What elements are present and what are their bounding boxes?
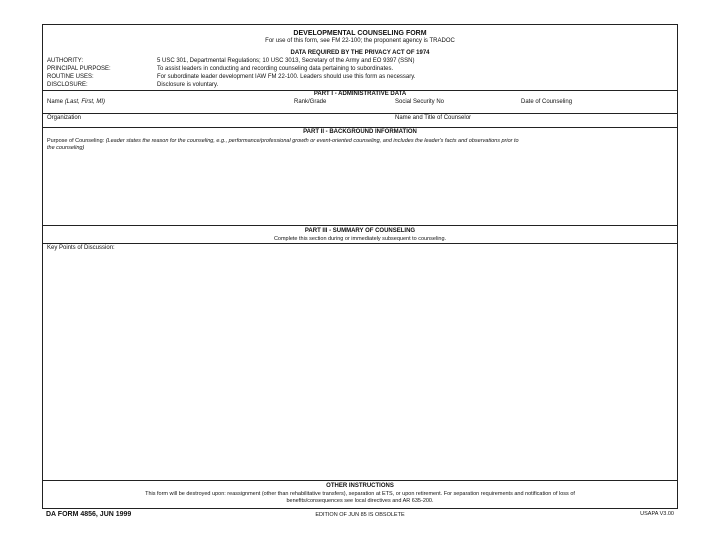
ssn-field[interactable]: Social Security No [395, 99, 445, 105]
divider [43, 225, 677, 226]
rank-grade-field[interactable]: Rank/Grade [294, 99, 327, 105]
authority-label: AUTHORITY: [47, 58, 84, 64]
counseling-form [42, 24, 678, 509]
part1-title: PART I - ADMINISTRATIVE DATA [313, 91, 407, 97]
principal-purpose-label: PRINCIPAL PURPOSE: [47, 66, 111, 72]
principal-purpose-text: To assist leaders in conducting and recording counseling data pertaining to subordinates. [157, 66, 394, 72]
other-instructions-line2: benefits/consequences see local directives and AR 635-200. [286, 498, 434, 504]
other-instructions-line1: This form will be destroyed upon: reassignment (other than rehabilitative transfers), separation at ETS, or upon retirement. For separation requirements and notification of loss of [145, 491, 575, 497]
name-label: Name [47, 99, 64, 105]
part3-title: PART III - SUMMARY OF COUNSELING [304, 228, 416, 234]
version-label: USAPA V3.00 [640, 511, 674, 517]
purpose-of-counseling-field[interactable] [47, 138, 519, 145]
organization-field[interactable]: Organization [47, 115, 82, 121]
disclosure-label: DISCLOSURE: [47, 82, 88, 88]
date-of-counseling-field[interactable]: Date of Counseling [521, 99, 573, 105]
key-points-field[interactable]: Key Points of Discussion: [47, 245, 115, 251]
divider [43, 113, 677, 114]
other-instructions-title: OTHER INSTRUCTIONS [326, 483, 394, 489]
purpose-label: Purpose of Counseling: [47, 138, 105, 144]
form-id: DA FORM 4856, JUN 1999 [46, 511, 132, 518]
name-field-label[interactable] [47, 99, 105, 106]
form-title: DEVELOPMENTAL COUNSELING FORM [293, 30, 427, 37]
routine-uses-label: ROUTINE USES: [47, 74, 94, 80]
divider [43, 243, 677, 244]
name-hint: (Last, First, MI) [64, 99, 106, 105]
purpose-hint: (Leader states the reason for the counseling, e.g., performance/professional growth or event-oriented counseling, and includes the leader's facts and observations prior to [105, 138, 519, 144]
part2-title: PART II - BACKGROUND INFORMATION [303, 129, 417, 135]
part3-instruction: Complete this section during or immediately subsequent to counseling. [273, 236, 447, 242]
edition-notice: EDITION OF JUN 85 IS OBSOLETE [315, 512, 405, 518]
disclosure-text: Disclosure is voluntary. [157, 82, 219, 88]
counselor-field[interactable]: Name and Title of Counselor [395, 115, 472, 121]
divider [43, 480, 677, 481]
privacy-act-title: DATA REQUIRED BY THE PRIVACY ACT OF 1974 [290, 50, 430, 56]
form-subtitle: For use of this form, see FM 22-100; the proponent agency is TRADOC [265, 38, 455, 44]
routine-uses-text: For subordinate leader development IAW FM 22-100. Leaders should use this form as necessary. [157, 74, 416, 80]
authority-text: 5 USC 301, Departmental Regulations; 10 USC 3013, Secretary of the Army and EO 9397 (SSN) [157, 58, 415, 64]
purpose-hint-continued: the counseling) [47, 145, 85, 151]
form-footer [42, 509, 678, 521]
divider [43, 127, 677, 128]
